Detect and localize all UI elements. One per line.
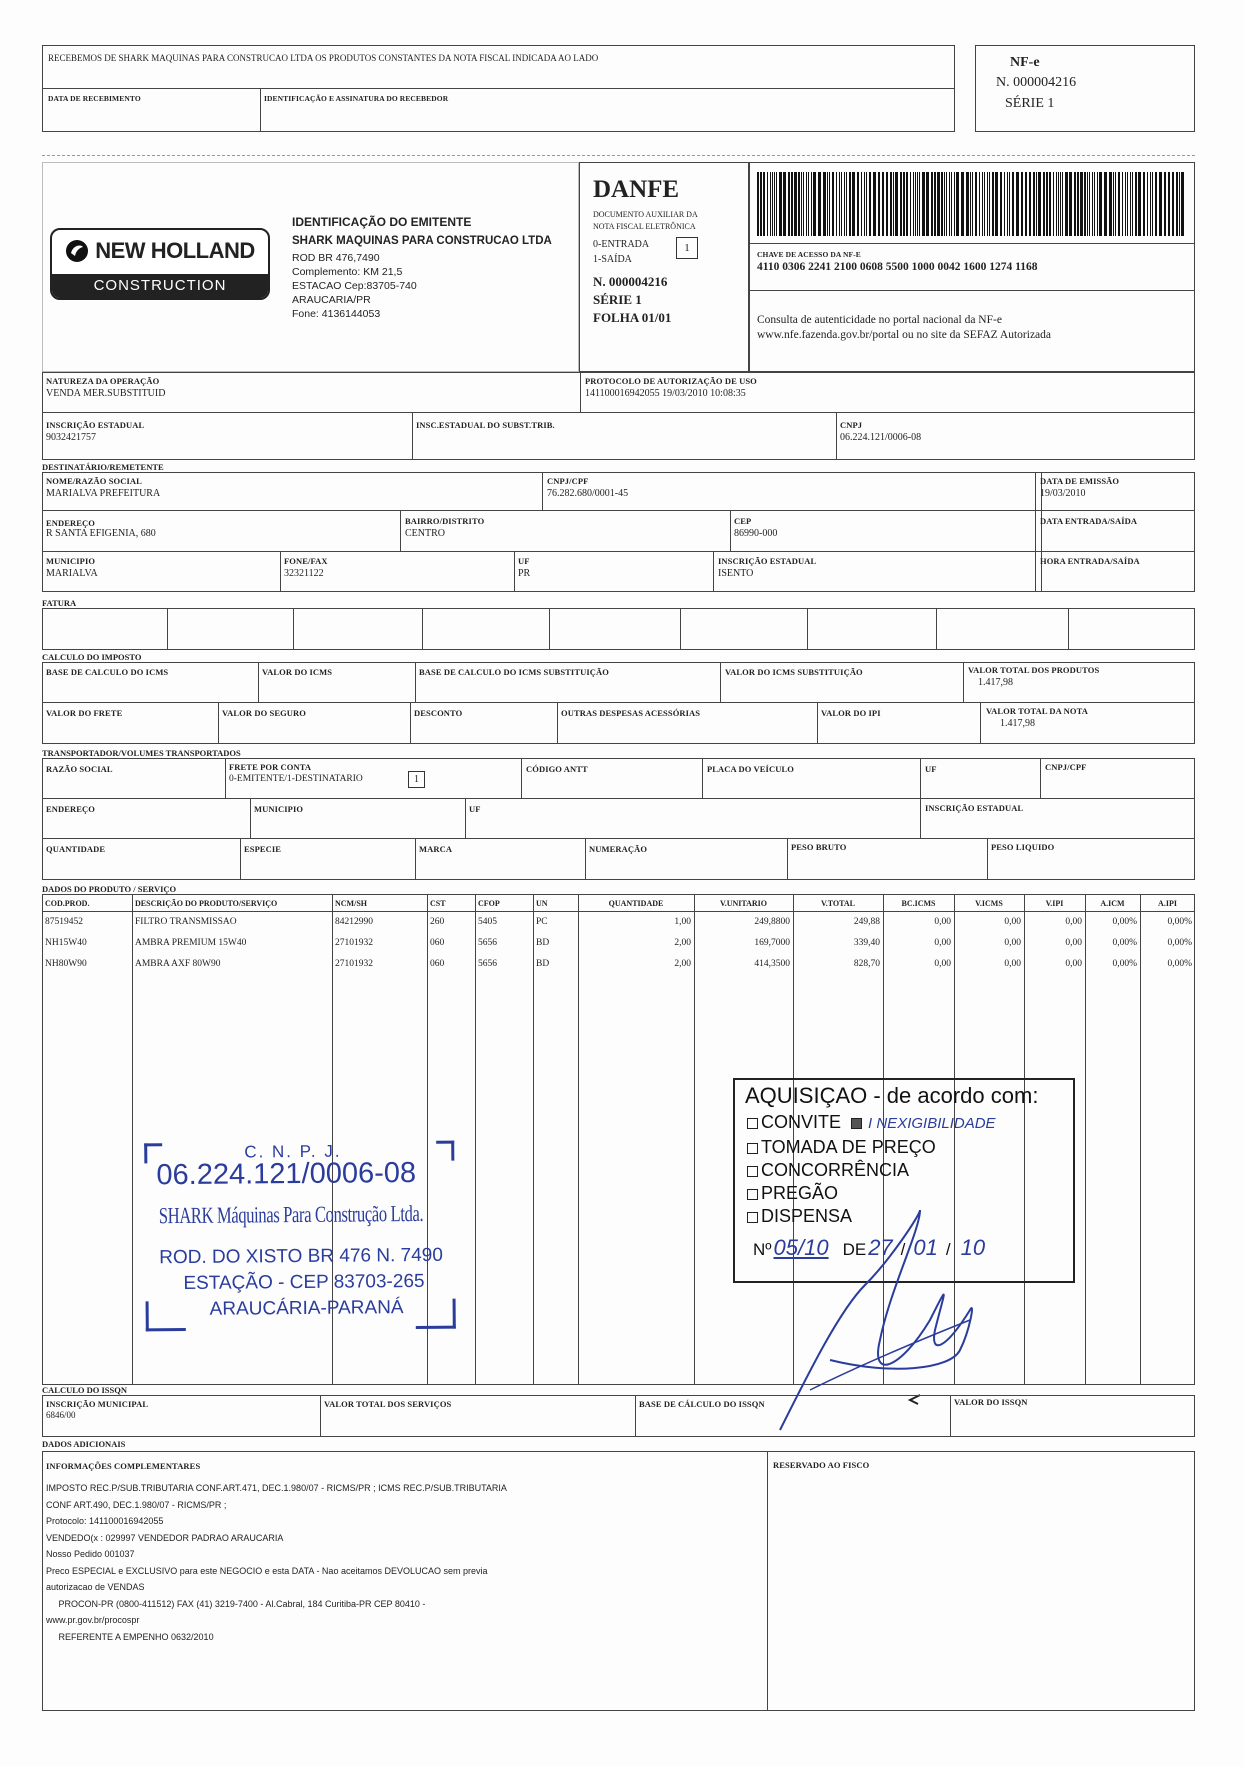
logo-brand: NEW HOLLAND [95, 238, 255, 263]
protocol-value: 141100016942055 19/03/2010 10:08:35 [585, 388, 746, 399]
products-header-cell: DESCRIÇÃO DO PRODUTO/SERVIÇO [135, 899, 278, 908]
recipient-city-label: MUNICIPIO [46, 556, 96, 566]
logo-sub: CONSTRUCTION [52, 274, 268, 298]
table-cell: 0,00 [934, 958, 951, 969]
table-cell: BD [536, 937, 550, 948]
recipient-name: MARIALVA PREFEITURA [46, 488, 161, 499]
table-cell: 5656 [478, 958, 497, 969]
recipient-phone: 32321122 [284, 568, 324, 579]
table-cell: AMBRA PREMIUM 15W40 [135, 937, 247, 948]
table-cell: 0,00% [1167, 937, 1192, 948]
info-lines [46, 1480, 507, 1645]
transport-cnpj: CNPJ/CPF [1045, 762, 1087, 772]
table-cell: 0,00 [934, 916, 951, 927]
acq-date-prefix: DE [842, 1240, 867, 1259]
products-header-cell: V.TOTAL [820, 899, 855, 908]
invoice-box [42, 608, 1195, 650]
table-cell: 339,40 [853, 937, 880, 948]
table-cell: 249,8800 [754, 916, 790, 927]
table-cell: 0,00% [1112, 958, 1137, 969]
info-line: VENDEDO(x : 029997 VENDEDOR PADRAO ARAUCARIA [46, 1532, 284, 1543]
receipt-id-label: IDENTIFICAÇÃO E ASSINATURA DO RECEBEDOR [264, 94, 449, 103]
transport-antt: CÓDIGO ANTT [526, 764, 588, 774]
stamp-cnpj-number: 06.224.121/0006-08 [156, 1156, 417, 1192]
access-key: 4110 0306 2241 2100 0608 5500 1000 0042 1600 1274 1168 [757, 261, 1038, 273]
table-cell: 5405 [478, 916, 497, 927]
products-header-cell: BC.ICMS [901, 899, 936, 908]
recipient-ie-label: INSCRIÇÃO ESTADUAL [718, 556, 817, 566]
info-line: PROCON-PR (0800-411512) FAX (41) 3219-7400 - Al.Cabral, 184 Curitiba-PR CEP 80410 - [46, 1598, 426, 1609]
table-cell: 27101932 [335, 958, 373, 969]
table-cell: 260 [430, 916, 445, 927]
info-line: www.pr.gov.br/procospr [46, 1615, 140, 1625]
table-cell: 249,88 [853, 916, 880, 927]
products-header-cell: NCM/SH [335, 899, 367, 908]
tax-ipi: VALOR DO IPI [821, 708, 881, 718]
products-header-cell: CST [430, 899, 446, 908]
acq-title: AQUISIÇAO - de acordo com: [745, 1083, 1039, 1108]
tax-insurance: VALOR DO SEGURO [222, 708, 306, 718]
table-cell: 414,3500 [754, 958, 790, 969]
recipient-cep-label: CEP [734, 516, 752, 526]
table-cell: 060 [430, 958, 445, 969]
checkbox-tomada [747, 1143, 758, 1154]
emitter-complement: Complemento: KM 21,5 [292, 266, 403, 278]
invoice-section: FATURA [42, 598, 77, 608]
stamp-cnpj-label: C. N. P. J. [244, 1141, 342, 1162]
table-row [42, 911, 1195, 932]
table-cell: 0,00% [1112, 937, 1137, 948]
info-line: Nosso Pedido 001037 [46, 1549, 135, 1559]
table-cell: AMBRA AXF 80W90 [135, 958, 221, 969]
danfe-folha: FOLHA 01/01 [593, 310, 672, 325]
table-cell: 5656 [478, 937, 497, 948]
tax-other: OUTRAS DESPESAS ACESSÓRIAS [561, 708, 701, 718]
barcode [757, 172, 1187, 236]
tax-base-icms: BASE DE CALCULO DO ICMS [46, 667, 169, 677]
info-line: autorizacao de VENDAS [46, 1582, 145, 1592]
acq-opt1: CONVITE [761, 1112, 842, 1132]
table-cell: 0,00 [1004, 958, 1021, 969]
products-header-cell: V.ICMS [975, 899, 1003, 908]
issqn-municipal: 6846/00 [46, 1410, 76, 1420]
table-cell: 87519452 [45, 916, 83, 927]
table-cell: 0,00 [1065, 916, 1082, 927]
acq-opt5: DISPENSA [761, 1206, 853, 1226]
transport-name: RAZÃO SOCIAL [46, 764, 113, 774]
info-line: REFERENTE A EMPENHO 0632/2010 [46, 1631, 214, 1642]
table-row [42, 932, 1195, 953]
protocol-label: PROTOCOLO DE AUTORIZAÇÃO DE USO [585, 376, 757, 386]
recipient-address: R SANTA EFIGENIA, 680 [46, 528, 156, 539]
tax-total-note: 1.417,98 [1000, 718, 1035, 729]
transport-species: ESPECIE [244, 844, 282, 854]
tax-discount: DESCONTO [414, 708, 463, 718]
transport-address: ENDEREÇO [46, 804, 95, 814]
table-cell: PC [536, 916, 548, 927]
receipt-text: RECEBEMOS DE SHARK MAQUINAS PARA CONSTRUCAO LTDA OS PRODUTOS CONSTANTES DA NOTA FISCAL INDICADA AO LADO [48, 53, 599, 63]
emitter-address: ROD BR 476,7490 [292, 252, 380, 264]
danfe-entrada: 0-ENTRADA [593, 239, 650, 250]
danfe-type-box: 1 [676, 237, 698, 259]
cnpj-stamp [144, 1141, 456, 1332]
recipient-cnpj-label: CNPJ/CPF [547, 476, 589, 486]
entry-label: DATA ENTRADA/SAÍDA [1040, 516, 1138, 526]
hour-label: HORA ENTRADA/SAÍDA [1040, 556, 1140, 566]
products-table [42, 896, 1195, 974]
transport-brand: MARCA [419, 844, 453, 854]
info-line: Protocolo: 141100016942055 [46, 1516, 164, 1526]
cnpj-label: CNPJ [840, 420, 863, 430]
table-cell: 2,00 [674, 958, 691, 969]
recipient-section: DESTINATÁRIO/REMETENTE [42, 462, 164, 472]
products-header-cell: UN [536, 899, 548, 908]
recipient-district: CENTRO [405, 528, 445, 539]
recipient-ie: ISENTO [718, 568, 754, 579]
transport-uf: UF [925, 764, 937, 774]
recipient-name-label: NOME/RAZÃO SOCIAL [46, 476, 142, 486]
emitter-city-cep: ESTACAO Cep:83705-740 [292, 280, 417, 292]
stamp-road: ROD. DO XISTO BR 476 N. 7490 [159, 1244, 443, 1269]
table-cell: FILTRO TRANSMISSAO [135, 916, 237, 927]
recipient-address-label: ENDEREÇO [46, 518, 95, 528]
emission-value: 19/03/2010 [1040, 488, 1086, 499]
table-cell: 0,00 [1065, 958, 1082, 969]
acq-opt2: TOMADA DE PREÇO [761, 1137, 936, 1157]
transport-plate: PLACA DO VEÍCULO [707, 764, 794, 774]
danfe-sub2: NOTA FISCAL ELETRÔNICA [593, 222, 696, 231]
tax-freight: VALOR DO FRETE [46, 708, 123, 718]
recipient-uf-label: UF [518, 556, 530, 566]
danfe-title: DANFE [593, 176, 680, 203]
tax-icms: VALOR DO ICMS [262, 667, 333, 677]
tax-total-products: 1.417,98 [978, 677, 1013, 688]
transport-gross: PESO BRUTO [791, 842, 847, 852]
transport-freight-value: 1 [408, 771, 425, 788]
acq-number-prefix: Nº [753, 1240, 772, 1259]
table-cell: 0,00 [934, 937, 951, 948]
issqn-services: VALOR TOTAL DOS SERVIÇOS [324, 1399, 452, 1409]
transport-freight-opts: 0-EMITENTE/1-DESTINATARIO [229, 774, 363, 784]
danfe-number: N. 000004216 [593, 274, 668, 289]
receipt-date-label: DATA DE RECEBIMENTO [48, 94, 141, 103]
emitter-name: SHARK MAQUINAS PARA CONSTRUCAO LTDA [292, 235, 552, 247]
issqn-value: VALOR DO ISSQN [954, 1397, 1028, 1407]
acq-opt1-note: I NEXIGIBILIDADE [868, 1115, 996, 1132]
new-holland-logo [50, 228, 270, 300]
recipient-cep: 86990-000 [734, 528, 778, 539]
acq-year: 10 [960, 1235, 986, 1260]
cut-line [42, 155, 1195, 156]
recipient-phone-label: FONE/FAX [284, 556, 328, 566]
ie-value: 9032421757 [46, 432, 96, 443]
emitter-phone: Fone: 4136144053 [292, 308, 381, 320]
emission-label: DATA DE EMISSÃO [1040, 476, 1120, 486]
acq-opt1-mark [851, 1118, 862, 1129]
info-line: IMPOSTO REC.P/SUB.TRIBUTARIA CONF.ART.471, DEC.1.980/07 - RICMS/PR ; ICMS REC.P/SUB.TRIBUTARIA [46, 1483, 507, 1493]
table-cell: 0,00 [1004, 937, 1021, 948]
products-section: DADOS DO PRODUTO / SERVIÇO [42, 884, 177, 894]
transport-qty: QUANTIDADE [46, 844, 106, 854]
products-header-cell: V.IPI [1045, 899, 1064, 908]
issqn-section: CALCULO DO ISSQN [42, 1385, 128, 1395]
danfe-sub1: DOCUMENTO AUXILIAR DA [593, 210, 698, 219]
emitter-heading: IDENTIFICAÇÃO DO EMITENTE [292, 215, 472, 229]
table-cell: 0,00% [1112, 916, 1137, 927]
acq-day: 27 [868, 1235, 893, 1260]
info-line: CONF ART.490, DEC.1.980/07 - RICMS/PR ; [46, 1499, 227, 1510]
transport-numbering: NUMERAÇÃO [589, 844, 648, 854]
ie-label: INSCRIÇÃO ESTADUAL [46, 420, 145, 430]
table-cell: 0,00% [1167, 958, 1192, 969]
table-cell: 84212990 [335, 916, 373, 927]
recipient-city: MARIALVA [46, 568, 98, 579]
products-header-cell: CFOP [478, 899, 500, 908]
receipt-number: N. 000004216 [996, 75, 1077, 90]
table-cell: 0,00% [1167, 916, 1192, 927]
danfe-series: SÉRIE 1 [593, 292, 642, 307]
recipient-cnpj: 76.282.680/0001-45 [547, 488, 629, 499]
access-consult2: www.nfe.fazenda.gov.br/portal ou no site da SEFAZ Autorizada [757, 329, 1052, 341]
transport-net: PESO LIQUIDO [991, 842, 1055, 852]
products-header-row [42, 896, 1195, 911]
nature-value: VENDA MER.SUBSTITUID [46, 388, 166, 399]
checkbox-concorrencia [747, 1166, 758, 1177]
transport-freight-label: FRETE POR CONTA [229, 762, 312, 772]
tax-total-products-label: VALOR TOTAL DOS PRODUTOS [968, 665, 1100, 675]
receipt-nfe-label: NF-e [1010, 55, 1040, 70]
receipt-series: SÉRIE 1 [1005, 96, 1055, 111]
tax-total-note-label: VALOR TOTAL DA NOTA [986, 706, 1088, 716]
table-cell: NH80W90 [45, 958, 87, 969]
products-header-cell: V.UNITARIO [719, 899, 768, 908]
transport-city: MUNICIPIO [254, 804, 304, 814]
recipient-district-label: BAIRRO/DISTRITO [405, 516, 485, 526]
ie-st-label: INSC.ESTADUAL DO SUBST.TRIB. [416, 420, 555, 430]
access-key-label: CHAVE DE ACESSO DA NF-E [757, 250, 861, 259]
transport-box [42, 758, 1195, 880]
emitter-city: ARAUCARIA/PR [292, 294, 371, 306]
acquisition-stamp: AQUISIÇAO - de acordo com: CONVITE I NEXIGIBILIDADE TOMADA DE PREÇO CONCORRÊNCIA PREGÃO DISPENSA Nº05/10 DE27 / 01 / 10 [733, 1078, 1075, 1283]
checkbox-dispensa [747, 1212, 758, 1223]
transport-ie: INSCRIÇÃO ESTADUAL [925, 803, 1024, 813]
table-cell: 0,00 [1065, 937, 1082, 948]
acq-opt4: PREGÃO [761, 1183, 839, 1203]
stamp-cep: ESTAÇÃO - CEP 83703-265 [183, 1270, 425, 1295]
reserved-label: RESERVADO AO FISCO [773, 1460, 870, 1470]
table-cell: 169,7000 [754, 937, 790, 948]
nature-label: NATUREZA DA OPERAÇÃO [46, 376, 160, 386]
table-cell: BD [536, 958, 550, 969]
products-header-cell: A.IPI [1158, 899, 1177, 908]
products-header-cell: QUANTIDADE [608, 899, 664, 908]
checkbox-convite [747, 1118, 758, 1129]
table-row [42, 953, 1195, 974]
stamp-city: ARAUCÁRIA-PARANÁ [209, 1297, 404, 1320]
issqn-municipal-label: INSCRIÇÃO MUNICIPAL [46, 1399, 149, 1409]
table-cell: NH15W40 [45, 937, 87, 948]
checkbox-pregao [747, 1189, 758, 1200]
table-cell: 060 [430, 937, 445, 948]
access-consult1: Consulta de autenticidade no portal nacional da NF-e [757, 314, 1002, 326]
table-cell: 1,00 [674, 916, 691, 927]
acq-number: 05/10 [773, 1235, 829, 1260]
products-header-cell: A.ICM [1100, 899, 1125, 908]
tax-base-st: BASE DE CALCULO DO ICMS SUBSTITUIÇÃO [419, 667, 609, 677]
acq-month: 01 [913, 1235, 938, 1260]
transport-section: TRANSPORTADOR/VOLUMES TRANSPORTADOS [42, 748, 241, 758]
danfe-saida: 1-SAÍDA [593, 254, 632, 265]
additional-section: DADOS ADICIONAIS [42, 1439, 126, 1449]
products-header-cell: COD.PROD. [45, 899, 90, 908]
table-cell: 0,00 [1004, 916, 1021, 927]
tax-icms-st: VALOR DO ICMS SUBSTITUIÇÃO [725, 667, 863, 677]
leaf-icon [65, 239, 89, 263]
tax-section: CALCULO DO IMPOSTO [42, 652, 142, 662]
info-line: Preco ESPECIAL e EXCLUSIVO para este NEGOCIO e esta DATA - Nao aceitamos DEVOLUCAO sem previa [46, 1565, 488, 1576]
info-label: INFORMAÇÕES COMPLEMENTARES [46, 1461, 201, 1471]
issqn-base: BASE DE CÁLCULO DO ISSQN [639, 1399, 765, 1409]
stamp-company: SHARK Máquinas Para Construção Ltda. [158, 1200, 424, 1229]
table-cell: 828,70 [853, 958, 880, 969]
cnpj-value: 06.224.121/0006-08 [840, 432, 922, 443]
transport-uf2: UF [469, 804, 481, 814]
table-cell: 2,00 [674, 937, 691, 948]
acq-opt3: CONCORRÊNCIA [761, 1160, 910, 1180]
recipient-uf: PR [518, 568, 531, 579]
table-cell: 27101932 [335, 937, 373, 948]
